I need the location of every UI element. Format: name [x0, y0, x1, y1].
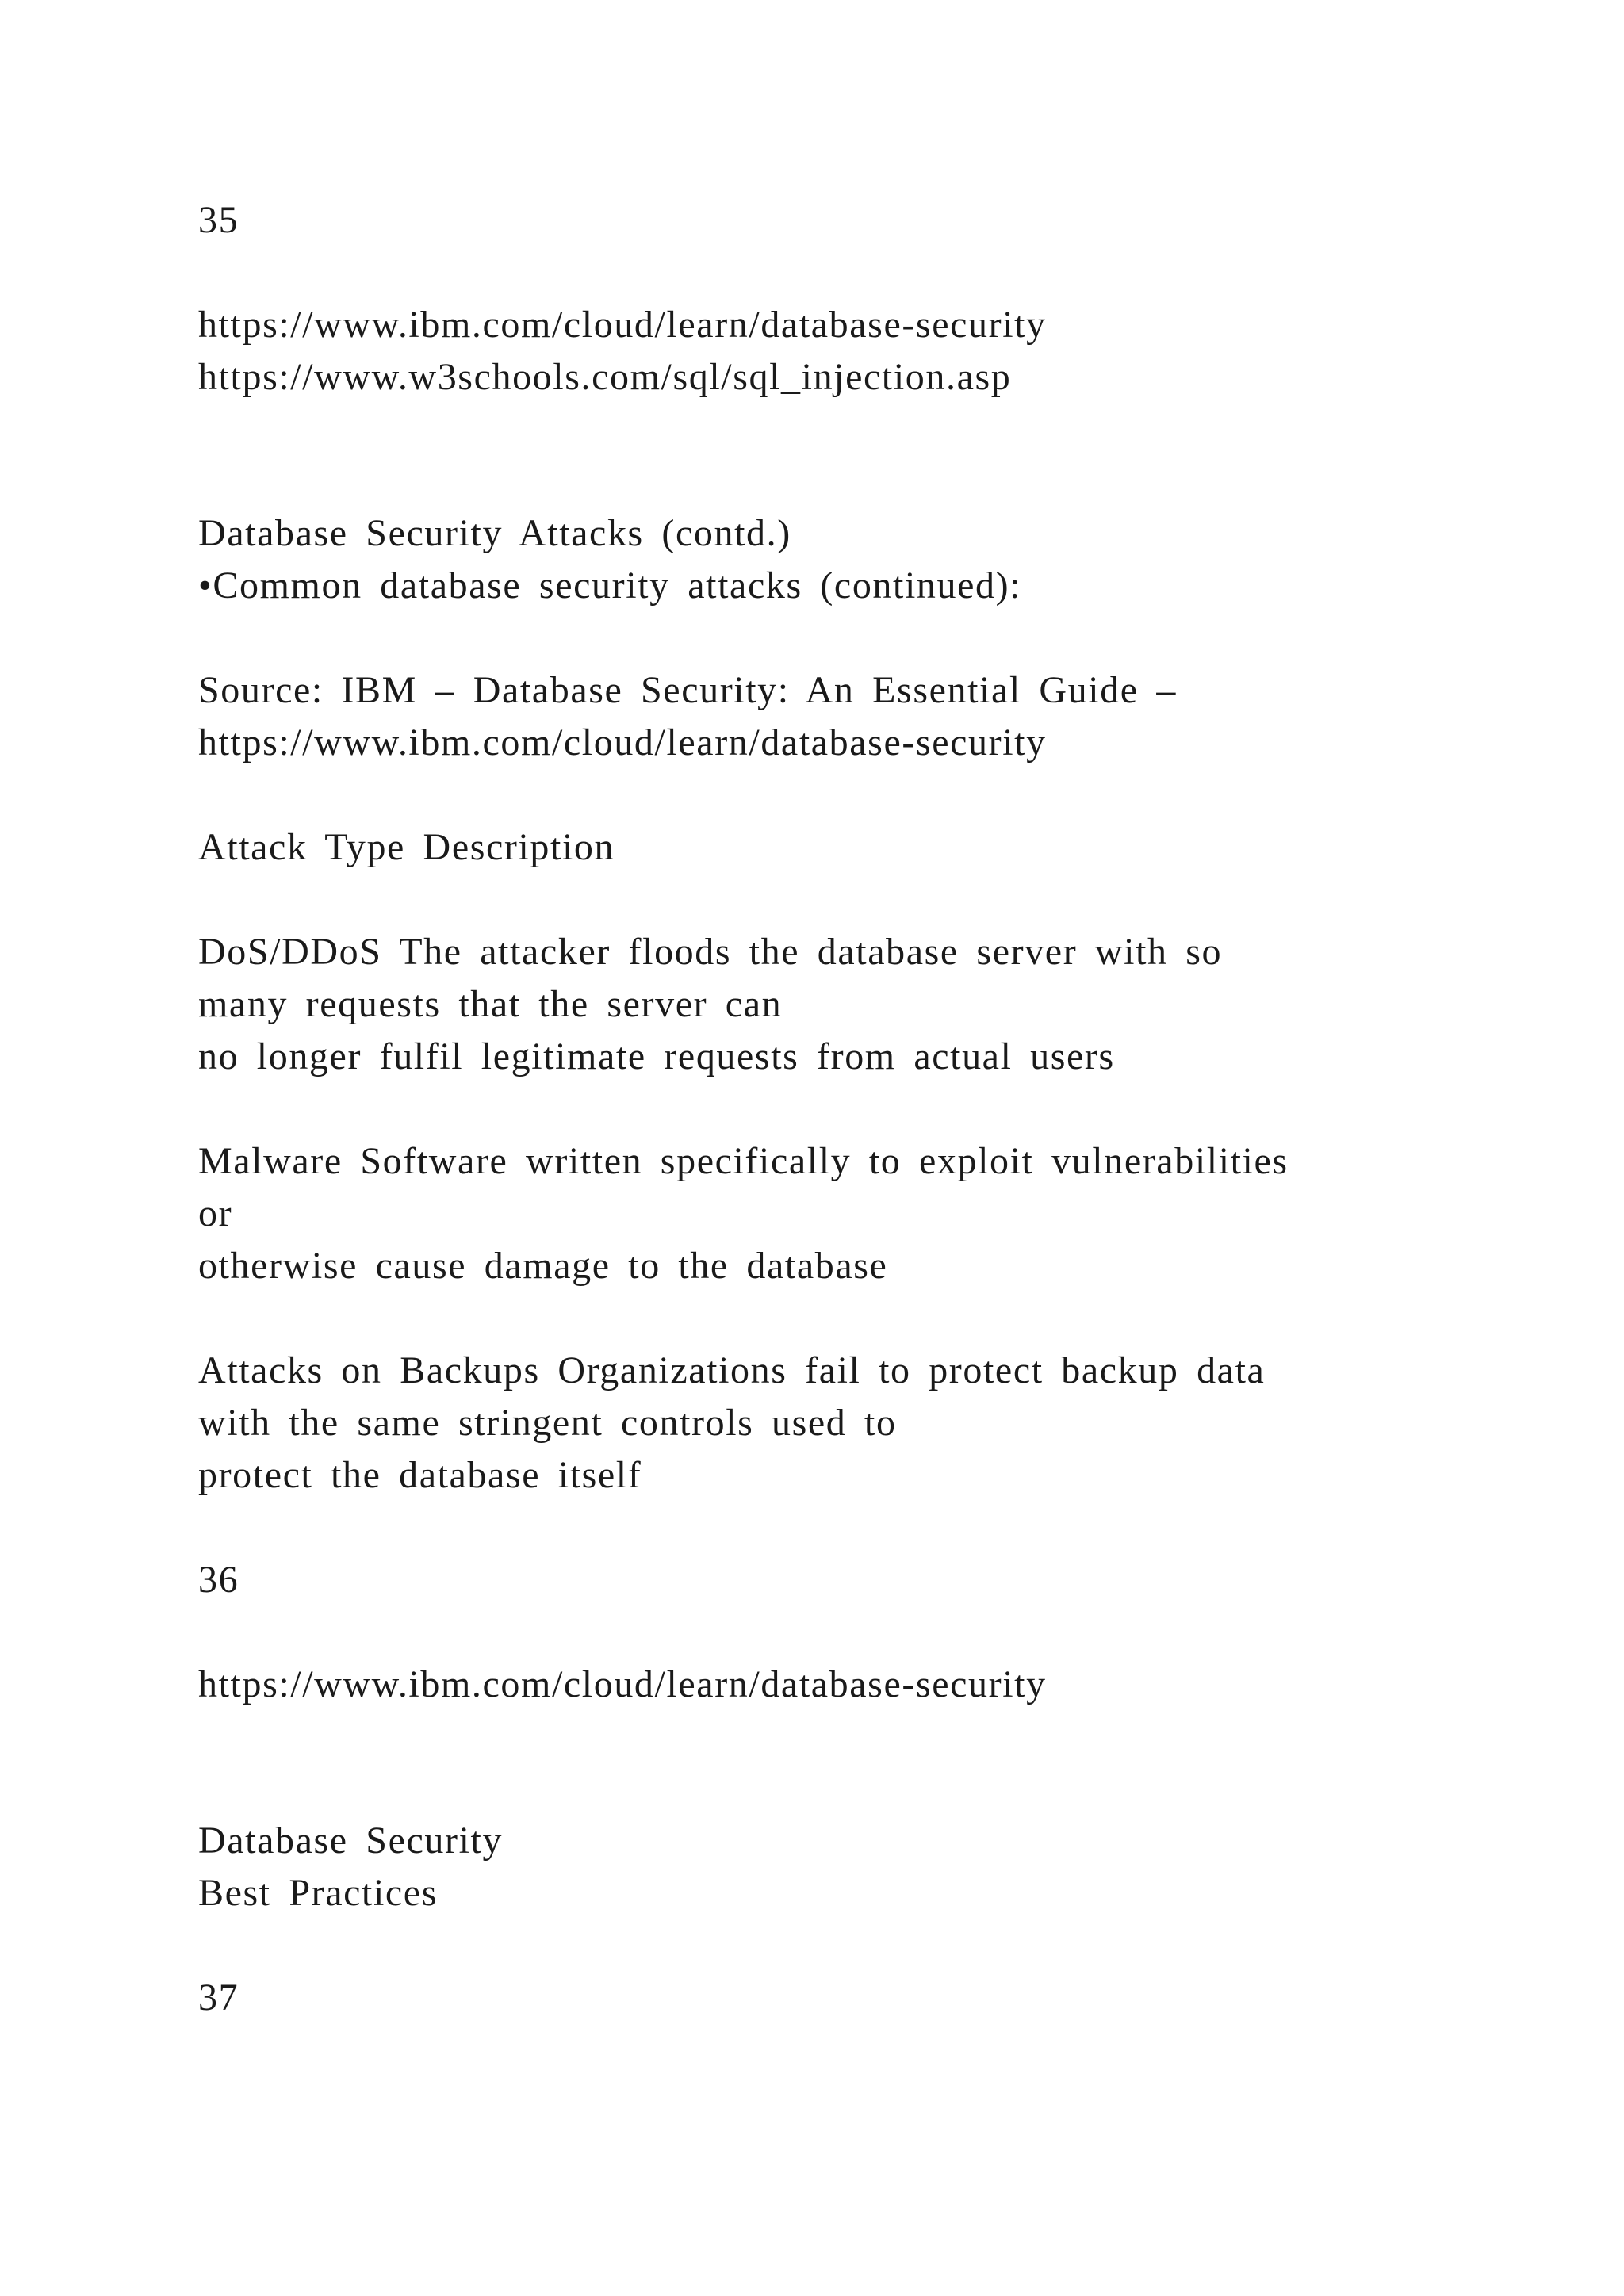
row-malware-line-2: or	[198, 1192, 233, 1234]
row-malware-line-3: otherwise cause damage to the database	[198, 1245, 888, 1287]
page-number-37: 37	[198, 1976, 239, 2019]
row-backups-line-1: Attacks on Backups Organizations fail to protect backup data	[198, 1349, 1266, 1391]
reference-link-ibm[interactable]: https://www.ibm.com/cloud/learn/database-security	[198, 304, 1047, 346]
best-practices-title-line-2: Best Practices	[198, 1872, 438, 1914]
bullet-intro: •Common database security attacks (continued):	[198, 564, 1022, 607]
page-number-35: 35	[198, 199, 239, 241]
row-malware-line-1: Malware Software written specifically to exploit vulnerabilities	[198, 1140, 1289, 1182]
row-dos-line-1: DoS/DDoS The attacker floods the database server with so	[198, 931, 1223, 973]
row-dos-line-3: no longer fulfil legitimate requests from actual users	[198, 1035, 1115, 1077]
reference-link-w3schools[interactable]: https://www.w3schools.com/sql/sql_injection.asp	[198, 356, 1012, 398]
page-number-36: 36	[198, 1559, 239, 1601]
best-practices-title-line-1: Database Security	[198, 1820, 504, 1862]
source-line: Source: IBM – Database Security: An Essential Guide –	[198, 669, 1177, 711]
row-backups-line-2: with the same stringent controls used to	[198, 1402, 897, 1444]
table-header: Attack Type Description	[198, 826, 615, 868]
source-link[interactable]: https://www.ibm.com/cloud/learn/database-security	[198, 721, 1047, 763]
row-backups-line-3: protect the database itself	[198, 1454, 642, 1496]
reference-link-ibm-2[interactable]: https://www.ibm.com/cloud/learn/database-security	[198, 1663, 1047, 1705]
slide-title: Database Security Attacks (contd.)	[198, 512, 791, 554]
row-dos-line-2: many requests that the server can	[198, 983, 783, 1025]
